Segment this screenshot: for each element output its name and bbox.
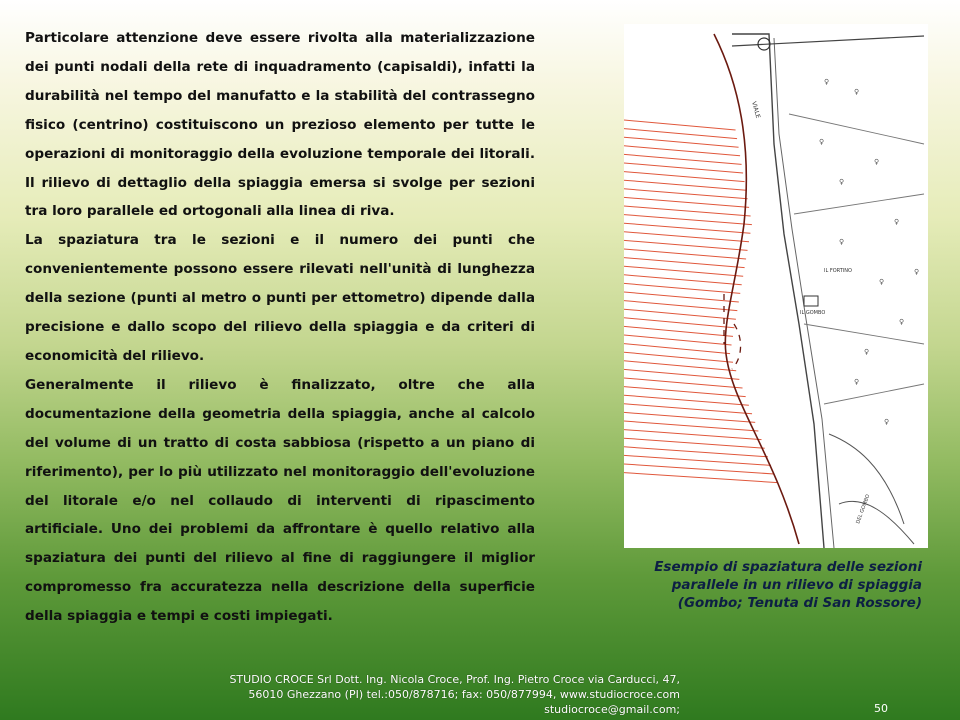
side-road bbox=[789, 114, 924, 404]
section-line bbox=[624, 146, 740, 156]
section-line bbox=[624, 154, 742, 164]
section-line bbox=[624, 309, 736, 319]
section-line bbox=[624, 206, 751, 216]
tree-icon: ♀ bbox=[819, 138, 825, 146]
section-line bbox=[624, 447, 768, 457]
section-line bbox=[624, 352, 733, 362]
section-line bbox=[624, 223, 750, 233]
section-line bbox=[624, 438, 765, 448]
section-line bbox=[624, 455, 771, 465]
map-label-viale: VIALE bbox=[750, 100, 762, 120]
section-line bbox=[624, 464, 774, 474]
tree-icon: ♀ bbox=[874, 158, 880, 166]
section-line bbox=[624, 430, 762, 440]
tree-icon: ♀ bbox=[894, 218, 900, 226]
footer-line-2: 56010 Ghezzano (PI) tel.:050/878716; fax: 050/877994, www.studiocroce.com bbox=[248, 688, 680, 701]
map-label-fortino: IL FORTINO bbox=[824, 268, 852, 274]
section-line bbox=[624, 404, 752, 414]
section-line bbox=[624, 412, 755, 422]
section-line bbox=[624, 180, 746, 190]
tree-icon: ♀ bbox=[839, 238, 845, 246]
map-drawing bbox=[624, 24, 928, 548]
section-line bbox=[624, 283, 740, 293]
section-line bbox=[624, 395, 749, 405]
tree-icon: ♀ bbox=[824, 78, 830, 86]
inner-road bbox=[774, 38, 834, 548]
caption-line-2: parallele in un rilievo di spiaggia bbox=[671, 577, 922, 593]
section-line bbox=[624, 266, 743, 276]
caption-line-3: (Gombo; Tenuta di San Rossore) bbox=[677, 595, 922, 611]
building bbox=[804, 296, 818, 306]
tree-icon: ♀ bbox=[914, 268, 920, 276]
tree-icon: ♀ bbox=[899, 318, 905, 326]
section-line bbox=[624, 318, 734, 328]
section-line bbox=[624, 344, 730, 354]
section-line bbox=[624, 197, 749, 207]
section-line bbox=[624, 421, 758, 431]
tree-icon: ♀ bbox=[879, 278, 885, 286]
section-line bbox=[624, 137, 739, 147]
section-line bbox=[624, 326, 733, 336]
section-line bbox=[624, 473, 777, 483]
tree-icon: ♀ bbox=[864, 348, 870, 356]
section-line bbox=[624, 292, 739, 302]
footer-line-1: STUDIO CROCE Srl Dott. Ing. Nicola Croce, Prof. Ing. Pietro Croce via Carducci, 47, bbox=[229, 673, 680, 686]
map-label-gombo: IL GOMBO bbox=[800, 310, 826, 316]
section-line bbox=[624, 189, 748, 199]
section-line bbox=[624, 335, 732, 345]
paragraph-1: Particolare attenzione deve essere rivolta alla materializzazione dei punti nodali della rete di inquadramento (capisaldi), infatti la durabilità nel tempo del manufatto e la stabilità del contrassegno fisico (centrino) costituiscono un prezioso elemento per tutte le operazioni di monitoraggio della evoluzione temporale dei litorali. Il rilievo di dettaglio della spiaggia emersa si svolge per sezioni tra loro parallele ed ortogonali alla linea di riva. bbox=[25, 30, 535, 220]
section-line bbox=[624, 258, 745, 268]
beach-survey-map bbox=[624, 24, 928, 548]
footer bbox=[180, 672, 680, 717]
section-line bbox=[624, 215, 752, 225]
paragraph-2: La spaziatura tra le sezioni e il numero dei punti che convenientemente possono essere rilevati nell'unità di lunghezza della sezione (punti al metro o punti per ettometro) dipende dalla precisione e dallo scopo del rilievo della spiaggia e da criteri di economicità del rilievo. bbox=[25, 232, 535, 364]
top-road bbox=[732, 36, 924, 46]
tree-icon: ♀ bbox=[854, 378, 860, 386]
tree-icon: ♀ bbox=[854, 88, 860, 96]
section-line bbox=[624, 361, 736, 371]
tree-icon: ♀ bbox=[839, 178, 845, 186]
footer-line-3: studiocroce@gmail.com; bbox=[544, 703, 680, 716]
section-line bbox=[624, 275, 742, 285]
section-line bbox=[624, 369, 739, 379]
section-line bbox=[624, 129, 737, 139]
section-line bbox=[624, 249, 746, 259]
tree-icon: ♀ bbox=[884, 418, 890, 426]
figure-caption bbox=[622, 558, 922, 612]
map-label-del-gombo: DEL GOMBO bbox=[855, 493, 872, 525]
section-line bbox=[624, 172, 745, 182]
section-line bbox=[624, 232, 749, 242]
survey-sections bbox=[624, 120, 777, 483]
paragraph-3: Generalmente il rilievo è finalizzato, oltre che alla documentazione della geometria della spiaggia, anche al calcolo del volume di un tratto di costa sabbiosa (rispetto a un piano di riferimento), per lo più utilizzato nel monitoraggio dell'evoluzione del litorale e/o nel collaudo di interventi di ripascimento artificiale. Uno dei problemi da affrontare è quello relativo alla spaziatura dei punti del rilievo al fine di raggiungere il miglior compromesso fra accuratezza nella descrizione della superficie della spiaggia e tempi e costi impiegati. bbox=[25, 376, 535, 625]
section-line bbox=[624, 387, 746, 397]
section-line bbox=[624, 120, 736, 130]
section-line bbox=[624, 163, 743, 173]
section-line bbox=[624, 240, 748, 250]
section-line bbox=[624, 378, 743, 388]
page-number: 50 bbox=[874, 702, 888, 715]
caption-line-1: Esempio di spaziatura delle sezioni bbox=[654, 559, 922, 575]
section-line bbox=[624, 301, 737, 311]
body-text bbox=[25, 24, 535, 631]
tree-symbols bbox=[819, 78, 919, 426]
channel bbox=[829, 434, 914, 544]
